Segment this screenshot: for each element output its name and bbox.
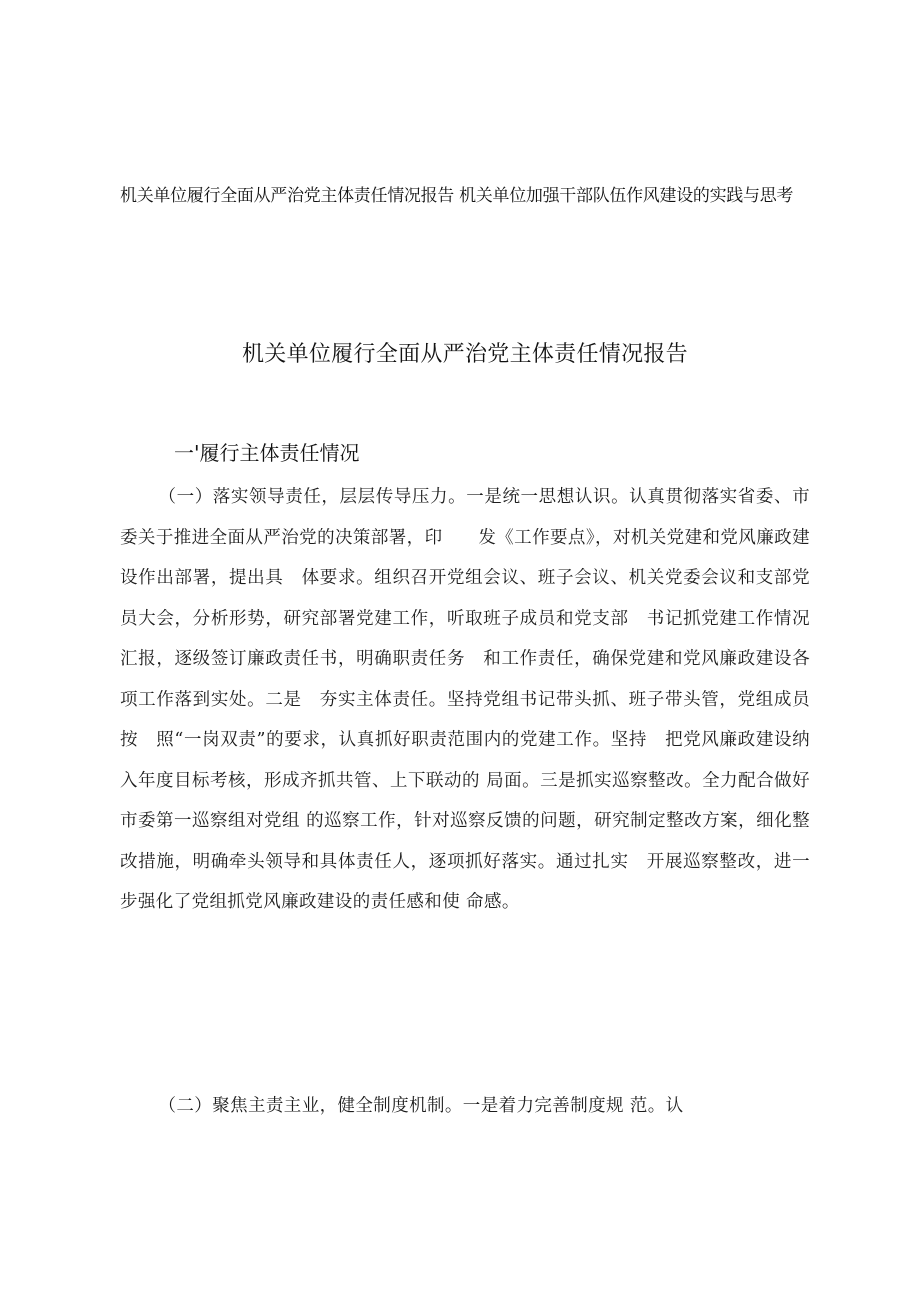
document-title: 机关单位履行全面从严治党主体责任情况报告 [241, 342, 688, 367]
section-heading: 一'履行主体责任情况 [174, 441, 360, 465]
document-header-text: 机关单位履行全面从严治党主体责任情况报告 机关单位加强干部队伍作风建设的实践与思考 [120, 186, 794, 206]
body-paragraph-2: （二）聚焦主责主业，健全制度机制。一是着力完善制度规 范。认 [158, 1096, 684, 1116]
body-paragraph-1: （一）落实领导责任，层层传导压力。一是统一思想认识。认真贯彻落实省委、市委关于推进全面从严治党的决策部署，印 发《工作要点》，对机关党建和党风廉政建设作出部署，提出具 体要求。组织召开党组会议、班子会议、机关党委会议和支部党 员大会，分析形势，研究部署党建工作，听取班子成员和党支部 书记抓党建工作情况汇报，逐级签订廉政责任书，明确职责任务 和工作责任，确保党建和党风廉政建设各项工作落到实处。二是 夯实主体责任。坚持党组书记带头抓、班子带头管，党组成员按 照“一岗双责”的要求，认真抓好职责范围内的党建工作。坚持 把党风廉政建设纳入年度目标考核，形成齐抓共管、上下联动的 局面。三是抓实巡察整改。全力配合做好市委第一巡察组对党组 的巡察工作，针对巡察反馈的问题，研究制定整改方案，细化整 改措施，明确牵头领导和具体责任人，逐项抓好落实。通过扎实 开展巡察整改，进一步强化了党组抓党风廉政建设的责任感和使 命感。 [120, 487, 828, 912]
